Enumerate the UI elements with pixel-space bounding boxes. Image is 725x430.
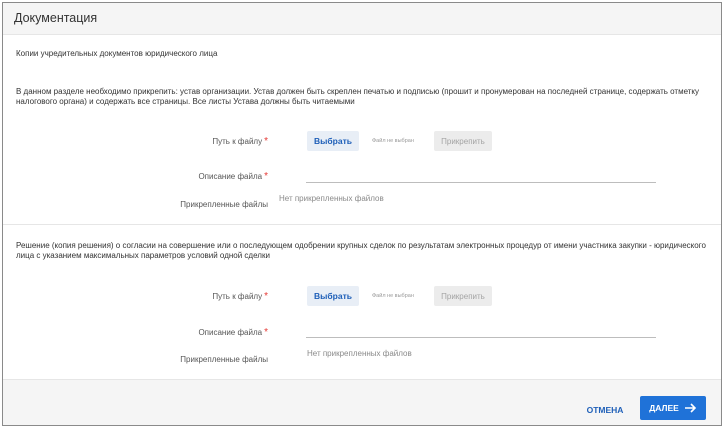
- document-description: Решение (копия решения) о согласии на совершение или о последующем одобрении крупных сделок по результатам электронных процедур от имени участника закупки - юридического лица с указанием максимальных параметров условий одной сделки: [16, 241, 706, 260]
- attached-files-value: Нет прикрепленных файлов: [307, 349, 412, 358]
- file-description-input[interactable]: [306, 324, 656, 338]
- dialog-title: Документация: [14, 11, 98, 25]
- choose-file-button[interactable]: Выбрать: [307, 131, 359, 151]
- section-subtitle: Копии учредительных документов юридического лица: [16, 49, 218, 58]
- dialog-header: [3, 3, 721, 35]
- next-button-label: ДАЛЕЕ: [649, 403, 679, 413]
- no-file-text: Файл не выбран: [372, 138, 414, 144]
- no-file-text: Файл не выбран: [372, 293, 414, 299]
- dialog-footer: [3, 379, 721, 425]
- required-mark: *: [264, 136, 268, 147]
- arrow-right-icon: [685, 403, 697, 413]
- file-description-label: Описание файла *: [198, 171, 268, 182]
- file-description-input[interactable]: [306, 169, 656, 183]
- attached-files-value: Нет прикрепленных файлов: [279, 194, 384, 203]
- file-path-label: Путь к файлу *: [212, 291, 268, 302]
- file-path-label: Путь к файлу *: [212, 136, 268, 147]
- choose-file-button[interactable]: Выбрать: [307, 286, 359, 306]
- next-button[interactable]: [640, 396, 706, 420]
- section-divider: [3, 224, 721, 225]
- attached-files-label: Прикрепленные файлы: [180, 355, 268, 364]
- attach-file-button[interactable]: Прикрепить: [434, 286, 492, 306]
- required-mark: *: [264, 327, 268, 338]
- cancel-button[interactable]: ОТМЕНА: [578, 398, 632, 422]
- attach-file-button[interactable]: Прикрепить: [434, 131, 492, 151]
- document-description: В данном разделе необходимо прикрепить: устав организации. Устав должен быть скреплен печатью и подписью (прошит и пронумерован на последней странице, содержать отметку налогового органа) и содержать все страницы. Все листы Устава должны быть читаемыми: [16, 87, 700, 106]
- documentation-dialog: [2, 2, 722, 426]
- required-mark: *: [264, 291, 268, 302]
- file-description-label: Описание файла *: [198, 327, 268, 338]
- required-mark: *: [264, 171, 268, 182]
- attached-files-label: Прикрепленные файлы: [180, 200, 268, 209]
